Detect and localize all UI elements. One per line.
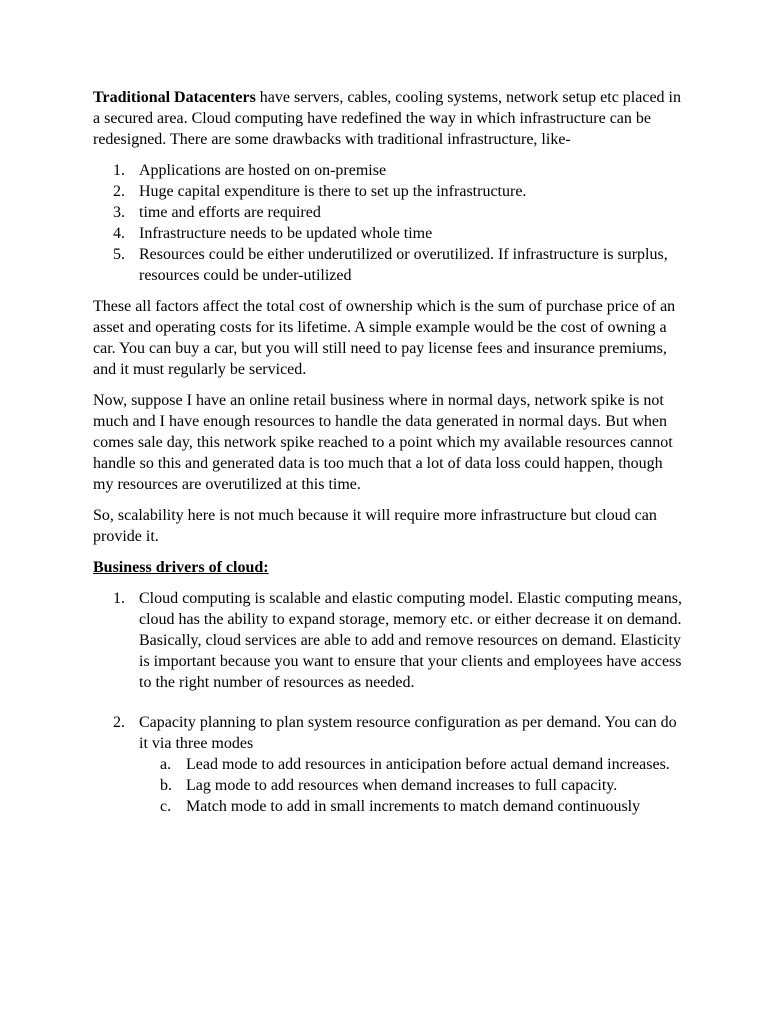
tco-paragraph: These all factors affect the total cost of ownership which is the sum of purchase price of an asset and operating costs for its lifetime. A simple example would be the cost of owning a car. You can buy a car, but you will still need to pay license fees and insurance premiums, and it must regularly be serviced.	[93, 298, 676, 378]
document-body	[93, 87, 683, 827]
list-text: time and efforts are required	[139, 204, 321, 221]
list-item	[93, 712, 683, 817]
list-text: Applications are hosted on on-premise	[139, 162, 387, 179]
intro-paragraph	[93, 87, 683, 150]
list-number: 3.	[113, 204, 125, 221]
list-text: Capacity planning to plan system resource configuration as per demand. You can do it via three modes	[139, 714, 677, 752]
list-item	[93, 160, 683, 181]
list-number: 1.	[113, 162, 125, 179]
list-item	[93, 588, 683, 693]
list-item	[93, 775, 683, 796]
list-text: Match mode to add in small increments to match demand continuously	[186, 798, 641, 815]
list-item	[93, 223, 683, 244]
drawbacks-list	[93, 160, 683, 286]
list-text: Cloud computing is scalable and elastic computing model. Elastic computing means, cloud has the ability to expand storage, memory etc. or either decrease it on demand. Basically, cloud services are able to add and remove resources on demand. Elasticity is important because you want to ensure that your clients and employees have access to the right number of resources as needed.	[139, 590, 682, 691]
list-text: Lag mode to add resources when demand increases to full capacity.	[186, 777, 618, 794]
list-text: Huge capital expenditure is there to set up the infrastructure.	[139, 183, 527, 200]
list-letter: a.	[160, 756, 172, 773]
list-item	[93, 202, 683, 223]
list-number: 4.	[113, 225, 125, 242]
scalability-paragraph: So, scalability here is not much because it will require more infrastructure but cloud can provide it.	[93, 507, 657, 545]
business-drivers-heading: Business drivers of cloud:	[93, 559, 269, 576]
list-number: 2.	[113, 714, 125, 731]
list-item	[93, 181, 683, 202]
list-item	[93, 796, 683, 817]
list-letter: b.	[160, 777, 172, 794]
list-letter: c.	[160, 798, 172, 815]
list-number: 1.	[113, 590, 125, 607]
intro-text: have servers, cables, cooling systems, network setup etc placed in a secured area. Cloud computing have redefined the way in which infrastructure can be redesigned. There are some drawbacks with traditional infrastructure, like-	[93, 89, 681, 148]
retail-paragraph: Now, suppose I have an online retail business where in normal days, network spike is not much and I have enough resources to handle the data generated in normal days. But when comes sale day, this network spike reached to a point which my available resources cannot handle so this and generated data is too much that a lot of data loss could happen, though my resources are overutilized at this time.	[93, 392, 673, 493]
list-text: Resources could be either underutilized or overutilized. If infrastructure is surplus, resources could be under-utilized	[139, 246, 668, 284]
list-spacer	[93, 693, 683, 712]
list-text: Infrastructure needs to be updated whole time	[139, 225, 433, 242]
list-item	[93, 244, 683, 286]
business-drivers-list	[93, 588, 683, 817]
list-text: Lead mode to add resources in anticipation before actual demand increases.	[186, 756, 670, 773]
modes-list	[139, 754, 683, 817]
intro-bold-term: Traditional Datacenters	[93, 89, 256, 106]
list-number: 2.	[113, 183, 125, 200]
list-item	[93, 754, 683, 775]
list-number: 5.	[113, 246, 125, 263]
